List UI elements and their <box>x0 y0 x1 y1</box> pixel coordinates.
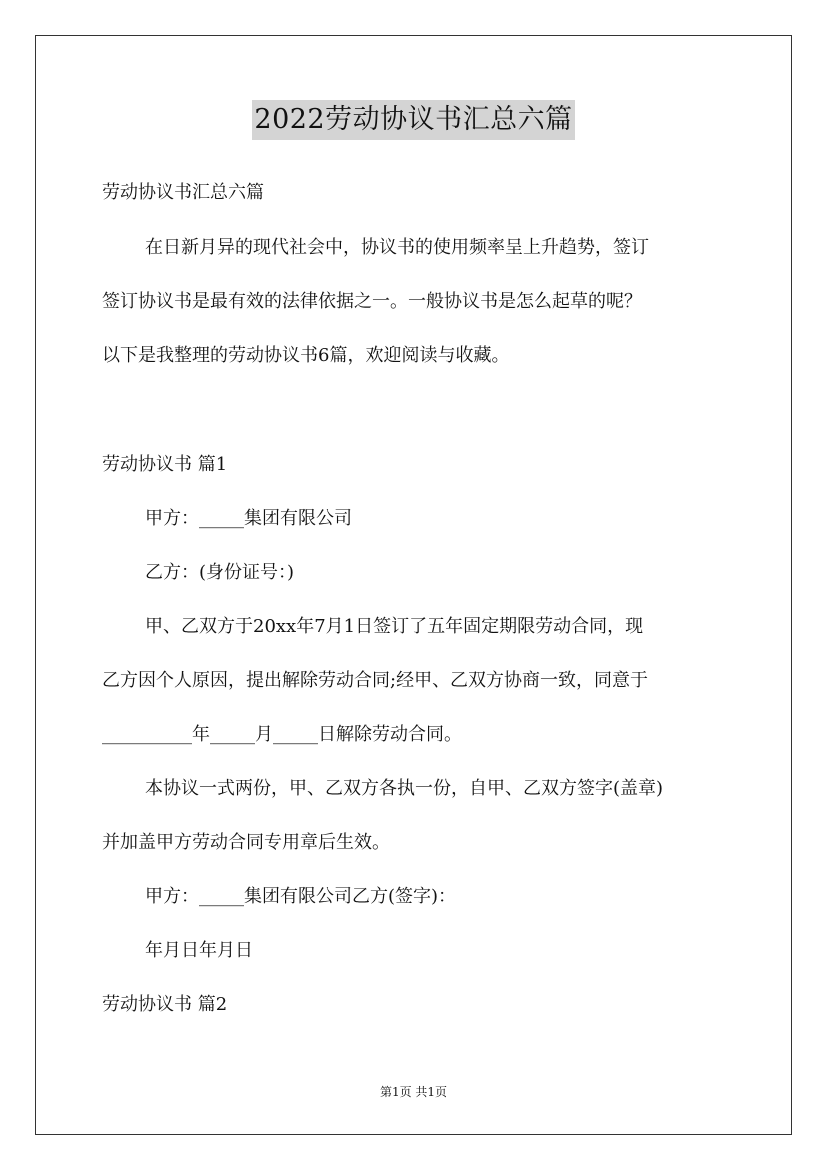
body-line-5: 并加盖甲方劳动合同专用章后生效。 <box>102 832 390 853</box>
date-line: 年月日年月日 <box>145 940 253 961</box>
body-line-3: __________年_____月_____日解除劳动合同。 <box>102 724 462 745</box>
intro-line-3: 以下是我整理的劳动协议书6篇，欢迎阅读与收藏。 <box>102 345 510 366</box>
section-heading-2: 劳动协议书 篇2 <box>102 994 228 1015</box>
party-b-line: 乙方：(身份证号：) <box>145 562 295 583</box>
title-container <box>0 100 827 140</box>
intro-line-1: 在日新月异的现代社会中，协议书的使用频率呈上升趋势，签订 <box>145 237 649 258</box>
signature-line: 甲方：_____集团有限公司乙方(签字)： <box>145 886 457 907</box>
party-a-line: 甲方：_____集团有限公司 <box>145 508 352 529</box>
intro-line-2: 签订协议书是最有效的法律依据之一。一般协议书是怎么起草的呢？ <box>102 291 642 312</box>
document-title: 2022劳动协议书汇总六篇 <box>252 100 574 140</box>
body-line-2: 乙方因个人原因，提出解除劳动合同;经甲、乙双方协商一致，同意于 <box>102 670 649 691</box>
body-line-1: 甲、乙双方于20xx年7月1日签订了五年固定期限劳动合同，现 <box>145 616 644 637</box>
page-footer: 第1页 共1页 <box>379 1085 448 1099</box>
section-heading-1: 劳动协议书 篇1 <box>102 454 228 475</box>
heading-summary: 劳动协议书汇总六篇 <box>102 182 264 203</box>
body-line-4: 本协议一式两份，甲、乙双方各执一份，自甲、乙双方签字(盖章) <box>145 778 664 799</box>
